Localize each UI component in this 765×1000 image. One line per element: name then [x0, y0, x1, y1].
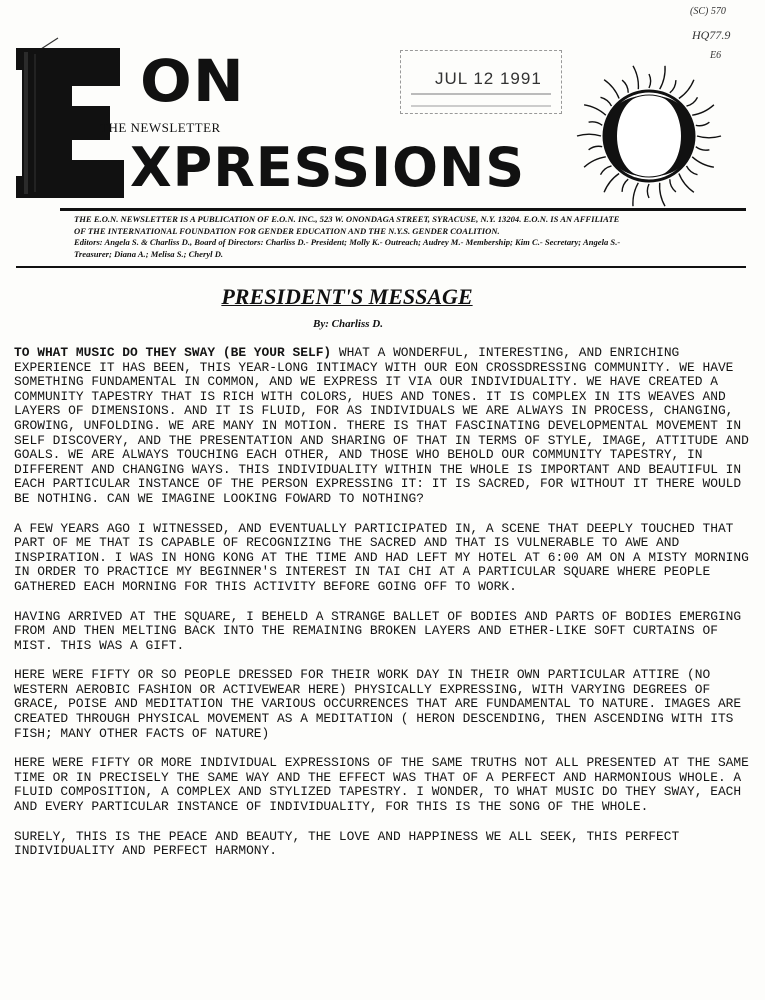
masthead-info-line: OF THE INTERNATIONAL FOUNDATION FOR GENDER EDUCATION AND THE N.Y.S. GENDER COALITION. [74, 225, 500, 236]
masthead-info-line: THE E.O.N. NEWSLETTER IS A PUBLICATION OF E.O.N. INC., 523 W. ONONDAGA STREET, SYRACUSE, N.Y. 13204. E.O.N. IS AN AFFILIATE [74, 214, 620, 224]
article-paragraph-text: WHAT A WONDERFUL, INTERESTING, AND ENRICHING EXPERIENCE IT HAS BEEN, THIS YEAR-LONG INTIMACY WITH OUR EON CROSSDRESSING COMMUNITY. WE HAVE SOMETHING FUNDAMENTAL IN COMMON, AND WE EXPRESS IT VIA OUR INDIVIDUALITY. WE HAVE CREATED A COMMUNITY TAPESTRY THAT IS RICH WITH COLORS, HUES AND TONES. IT IS COMPLEX IN ITS WEAVES AND LAYERS OF DIMENSIONS. AND IT IS FLUID, FOR AS INDIVIDUALS WE ARE ALWAYS IN PROCESS, CHANGING, GROWING, UNFOLDING. WE ARE MANY IN MOTION. THERE IS THAT FASCINATING DEVELOPMENTAL MOVEMENT IN SELF DISCOVERY, AND THE PRESENTATION AND SHARING OF THAT IN TERMS OF STYLE, IMAGE, ATTITUDE AND GOALS. WE ARE ALWAYS TOUCHING EACH OTHER, AND THOSE WHO BEHOLD OUR COMMUNITY TAPESTRY, IN DIFFERENT AND CHANGING WAYS. THIS INDIVIDUALITY WITHIN THE WHOLE IS IMPORTANT AND BEAUTIFUL IN EACH PARTICULAR INSTANCE OF THE PERSON EXPRESSING IT: IT IS SACRED, FOR WITHOUT IT THERE WOULD BE NOTHING. CAN WE IMAGINE LOOKING FOWARD TO NOTHING? [14, 345, 749, 506]
masthead-top-rule [60, 208, 746, 211]
article-paragraph: HERE WERE FIFTY OR MORE INDIVIDUAL EXPRESSIONS OF THE SAME TRUTHS NOT ALL PRESENTED AT THE SAME TIME OR IN PRECISELY THE SAME WAY AND THE EFFECT WAS THAT OF A PERFECT AND HARMONIOUS WHOLE. A FLUID COMPOSITION, A COMPLEX AND STYLIZED TAPESTRY. I WONDER, TO WHAT MUSIC DO THEY SWAY, EACH AND EVERY PARTICULAR INSTANCE OF INDIVIDUALITY, FOR THIS IS THE SONG OF THE WHOLE. [14, 755, 749, 815]
article-paragraph: HERE WERE FIFTY OR SO PEOPLE DRESSED FOR THEIR WORK DAY IN THEIR OWN PARTICULAR ATTIRE (NO WESTERN AEROBIC FASHION OR ACTIVEWEAR HERE) PHYSICALLY EXPRESSING, WITH VARYING DEGREES OF GRACE, POISE AND MEDITATION THE VARIOUS OCCURRENCES THAT ARE FUNDAMENTAL TO NATURE. IMAGES ARE CREATED THROUGH PHYSICAL MOVEMENT AS A MEDITATION ( HERON DESCENDING, THEN ASCENDING WITH ITS FISH; MANY OTHER FACTS OF NATURE) [14, 667, 742, 741]
sun-moon-emblem-icon [575, 62, 723, 210]
stamp-ghost-lines [411, 93, 551, 107]
article-paragraph: SURELY, THIS IS THE PEACE AND BEAUTY, THE LOVE AND HAPPINESS WE ALL SEEK, THIS PERFECT INDIVIDUALITY AND PERFECT HARMONY. [14, 828, 680, 859]
masthead-info-line: Treasurer; Diana A.; Melisa S.; Cheryl D. [74, 248, 224, 259]
call-number-note-b: HQ77.9 [692, 28, 731, 42]
logo-on-text: ON [140, 47, 245, 115]
logo-xpressions-text: XPRESSIONS [130, 136, 526, 199]
article-paragraph: A FEW YEARS AGO I WITNESSED, AND EVENTUALLY PARTICIPATED IN, A SCENE THAT DEEPLY TOUCHED THAT PART OF ME THAT IS CAPABLE OF RECOGNIZING THE SACRED AND THAT IS VULNERABLE TO AWE AND INSPIRATION. I WAS IN HONG KONG AT THE TIME AND HAD LEFT MY HOTEL AT 6:00 AM ON A MISTY MORNING IN ORDER TO PRACTICE MY BEGINNER'S INTEREST IN TAI CHI AT A PARTICULAR SQUARE WHERE PEOPLE GATHERED EACH MORNING FOR THIS ACTIVITY BEFORE GOING OFF TO WORK. [14, 520, 749, 594]
masthead-bottom-rule [16, 266, 746, 268]
masthead-info-line: Editors: Angela S. & Charliss D., Board of Directors: Charliss D.- President; Molly K.- Outreach; Audrey M.- Membership; Kim C.- Secretary; Angela S.- [74, 237, 621, 247]
received-stamp [400, 50, 562, 114]
article-body [14, 346, 754, 874]
stamp-date: JUL 12 1991 [435, 69, 542, 88]
article-lead-heading: TO WHAT MUSIC DO THEY SWAY (BE YOUR SELF) [14, 345, 332, 360]
article-paragraph [14, 346, 754, 507]
call-number-note-c: E6 [710, 50, 722, 61]
call-number-note-a: (SC) 570 [690, 6, 726, 17]
article-title: PRESIDENT'S MESSAGE [221, 284, 473, 309]
article-byline: By: Charliss D. [313, 318, 383, 330]
masthead-info [74, 214, 744, 260]
article-paragraph: HAVING ARRIVED AT THE SQUARE, I BEHELD A STRANGE BALLET OF BODIES AND PARTS OF BODIES EMERGING FROM AND THEN MELTING BACK INTO THE REMAINING BROKEN LAYERS AND ETHER-LIKE SOFT CURTAINS OF MIST. THIS WAS A GIFT. [14, 608, 742, 653]
masthead-subtitle: THE NEWSLETTER [100, 120, 221, 135]
